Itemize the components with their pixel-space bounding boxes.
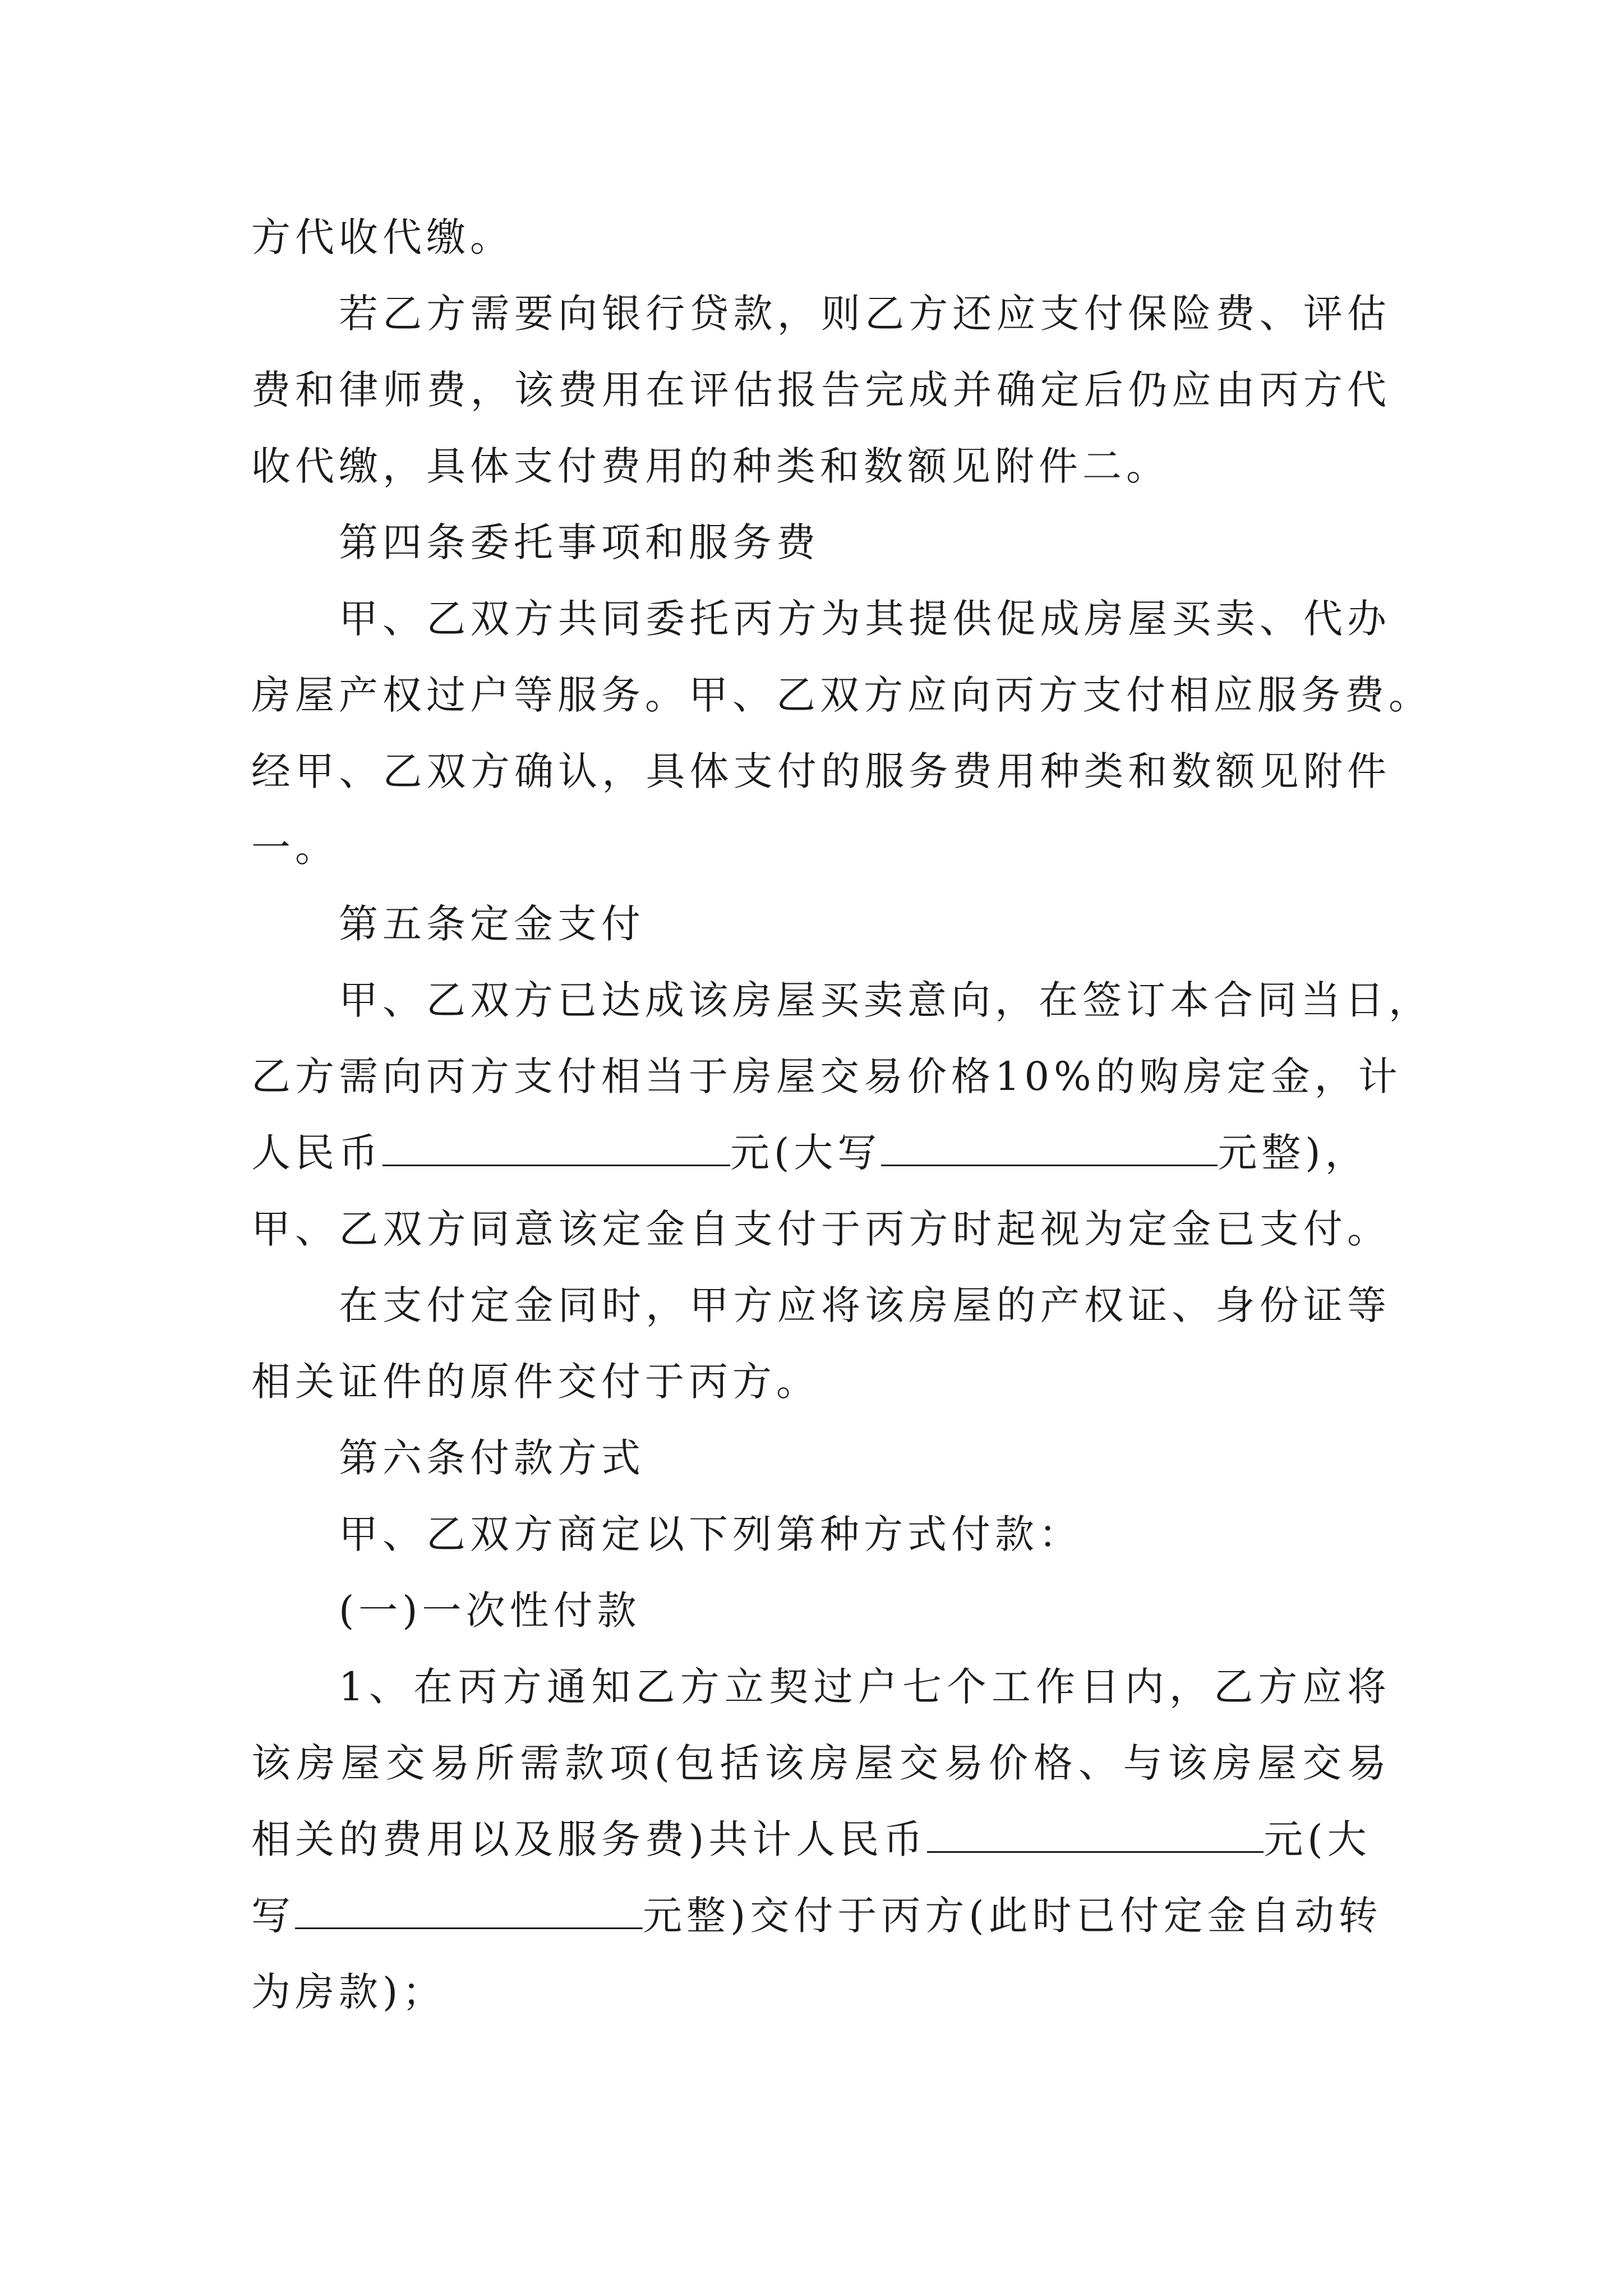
text-line: 收代缴，具体支付费用的种类和数额见附件二。 [251,443,1170,489]
text-line: 甲、乙双方已达成该房屋买卖意向，在签订本合同当日， [339,977,1432,1023]
subsection-heading: (一)一次性付款 [339,1588,641,1634]
fill-in-blank[interactable] [295,1894,643,1929]
text-line: 在支付定金同时，甲方应将该房屋的产权证、身份证等 [339,1282,1391,1328]
fill-in-blank[interactable] [881,1131,1218,1166]
fill-in-blank[interactable] [382,1131,730,1166]
text-line: 为房款)； [251,1969,446,2015]
text-line: 甲、乙双方共同委托丙方为其提供促成房屋买卖、代办 [339,596,1391,642]
text-line: 1、在丙方通知乙方立契过户七个工作日内，乙方应将 [339,1664,1391,1710]
document-page [251,199,1432,2030]
text-line: 房屋产权过户等服务。甲、乙双方应向丙方支付相应服务费。 [251,672,1432,718]
text-segment: 元整)交付于丙方(此时已付定金自动转 [643,1893,1382,1939]
text-line-with-blanks [251,1801,1391,1878]
text-line-with-blanks [251,1878,1391,1954]
text-line: 若乙方需要向银行贷款，则乙方还应支付保险费、评估 [339,291,1391,337]
text-line: 经甲、乙双方确认，具体支付的服务费用种类和数额见附件 [251,748,1391,794]
text-line: 相关证件的原件交付于丙方。 [251,1359,820,1405]
text-segment: 元(大 [1264,1816,1371,1862]
text-line: 一。 [251,825,339,871]
text-segment: 元(大写 [730,1130,882,1176]
text-line: 费和律师费，该费用在评估报告完成并确定后仍应由丙方代 [251,367,1391,413]
text-line: 乙方需向丙方支付相当于房屋交易价格10%的购房定金，计 [251,1053,1402,1099]
text-line: 甲、乙双方商定以下列第种方式付款： [339,1511,1082,1557]
text-segment: 元整)， [1218,1130,1369,1176]
text-segment: 写 [251,1893,295,1939]
text-segment: 相关的费用以及服务费)共计人民币 [251,1816,928,1862]
section-heading: 第五条定金支付 [339,901,645,947]
text-line-with-blanks [251,1115,1391,1191]
section-heading: 第六条付款方式 [339,1435,645,1481]
text-line: 该房屋交易所需款项(包括该房屋交易价格、与该房屋交易 [251,1740,1391,1786]
text-line: 甲、乙双方同意该定金自支付于丙方时起视为定金已支付。 [251,1206,1391,1252]
section-heading: 第四条委托事项和服务费 [339,519,820,565]
text-line: 方代收代缴。 [251,214,514,260]
fill-in-blank[interactable] [927,1818,1264,1853]
text-segment: 人民币 [251,1130,382,1176]
